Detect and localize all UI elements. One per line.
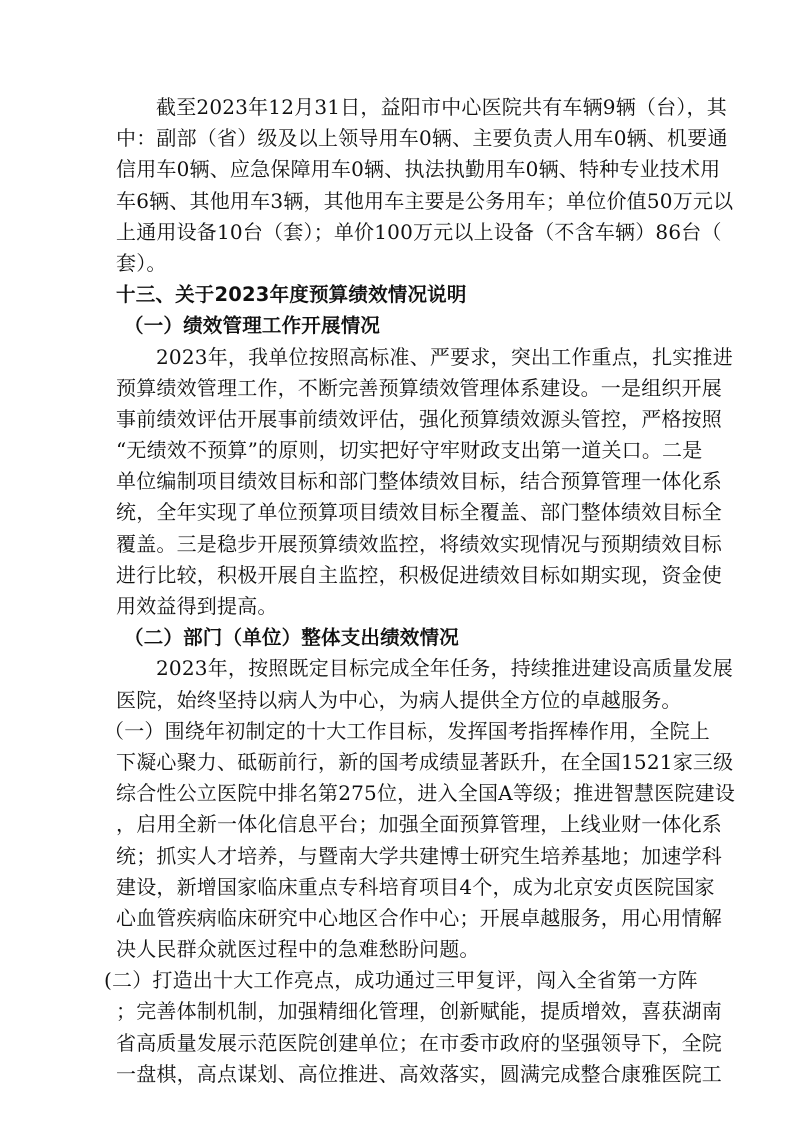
text-line: 用效益得到提高。: [116, 594, 278, 618]
text-line: 心血管疾病临床研究中心地区合作中心；开展卓越服务，用心用情解: [116, 905, 722, 930]
text-line: 套）。: [116, 250, 167, 275]
text-line: 上通用设备10台（套）；单价100万元以上设备（不含车辆）86台（: [116, 219, 722, 244]
text-line: ，启用全新一体化信息平台；加强全面预算管理，上线业财一体化系: [116, 812, 722, 837]
sub-heading-overall-expenditure: （二）部门（单位）整体支出绩效情况: [124, 626, 459, 650]
text-line: “无绩效不预算”的原则，切实把好守牢财政支出第一道关口。二是: [116, 438, 703, 463]
paragraph-work-goals: [104, 716, 736, 966]
text-line: 截至2023年12月31日，益阳市中心医院共有车辆9辆（台），其: [156, 95, 727, 119]
paragraph-overall-expenditure: [116, 653, 733, 715]
text-line: (二）打造出十大工作亮点，成功通过三甲复评，闯入全省第一方阵: [104, 968, 698, 993]
text-line: 2023年，按照既定目标完成全年任务，持续推进建设高质量发展: [156, 656, 733, 681]
paragraph-performance-management: [116, 342, 733, 623]
text-line: （一）围绕年初制定的十大工作目标，发挥国考指挥棒作用，全院上: [104, 718, 710, 743]
text-line: 中：副部（省）级及以上领导用车0辆、主要负责人用车0辆、机要通: [116, 126, 728, 151]
text-line: 下凝心聚力、砥砺前行，新的国考成绩显著跃升，在全国1521家三级: [116, 749, 734, 774]
text-line: 信用车0辆、应急保障用车0辆、执法执勤用车0辆、特种专业技术用: [116, 157, 721, 182]
text-line: 一盘棋，高点谋划、高位推进、高效落实，圆满完成整合康雅医院工: [116, 1061, 722, 1086]
text-line: 统，全年实现了单位预算项目绩效目标全覆盖、部门整体绩效目标全: [116, 500, 722, 525]
text-line: 建设，新增国家临床重点专科培育项目4个，成为北京安贞医院国家: [116, 874, 715, 899]
text-line: 进行比较，积极开展自主监控，积极促进绩效目标如期实现，资金使: [116, 562, 722, 587]
text-line: 决人民群众就医过程中的急难愁盼问题。: [116, 937, 480, 962]
text-line: 单位编制项目绩效目标和部门整体绩效目标，结合预算管理一体化系: [116, 469, 722, 494]
section-heading-13: 十三、关于2023年度预算绩效情况说明: [116, 283, 467, 307]
document-body: [104, 92, 736, 1090]
text-line: 省高质量发展示范医院创建单位；在市委市政府的坚强领导下，全院: [116, 1030, 722, 1055]
sub-heading-performance-management: （一）绩效管理工作开展情况: [124, 314, 381, 338]
text-line: 医院，始终坚持以病人为中心，为病人提供全方位的卓越服务。: [116, 687, 682, 712]
text-line: 车6辆、其他用车3辆，其他用车主要是公务用车；单位价值50万元以: [116, 188, 734, 213]
text-line: ；完善体制机制，加强精细化管理，创新赋能，提质增效，喜获湖南: [116, 999, 722, 1024]
paragraph-work-highlights: [104, 965, 722, 1090]
text-line: 事前绩效评估开展事前绩效评估，强化预算绩效源头管控，严格按照: [116, 406, 722, 431]
text-line: 预算绩效管理工作，不断完善预算绩效管理体系建设。一是组织开展: [116, 375, 722, 400]
text-line: 统；抓实人才培养，与暨南大学共建博士研究生培养基地；加速学科: [116, 843, 722, 868]
text-line: 综合性公立医院中排名第275位，进入全国A等级；推进智慧医院建设: [116, 781, 736, 806]
text-line: 2023年，我单位按照高标准、严要求，突出工作重点，扎实推进: [156, 344, 733, 369]
text-line: 覆盖。三是稳步开展预算绩效监控，将绩效实现情况与预期绩效目标: [116, 531, 722, 556]
paragraph-vehicles: [116, 92, 734, 279]
